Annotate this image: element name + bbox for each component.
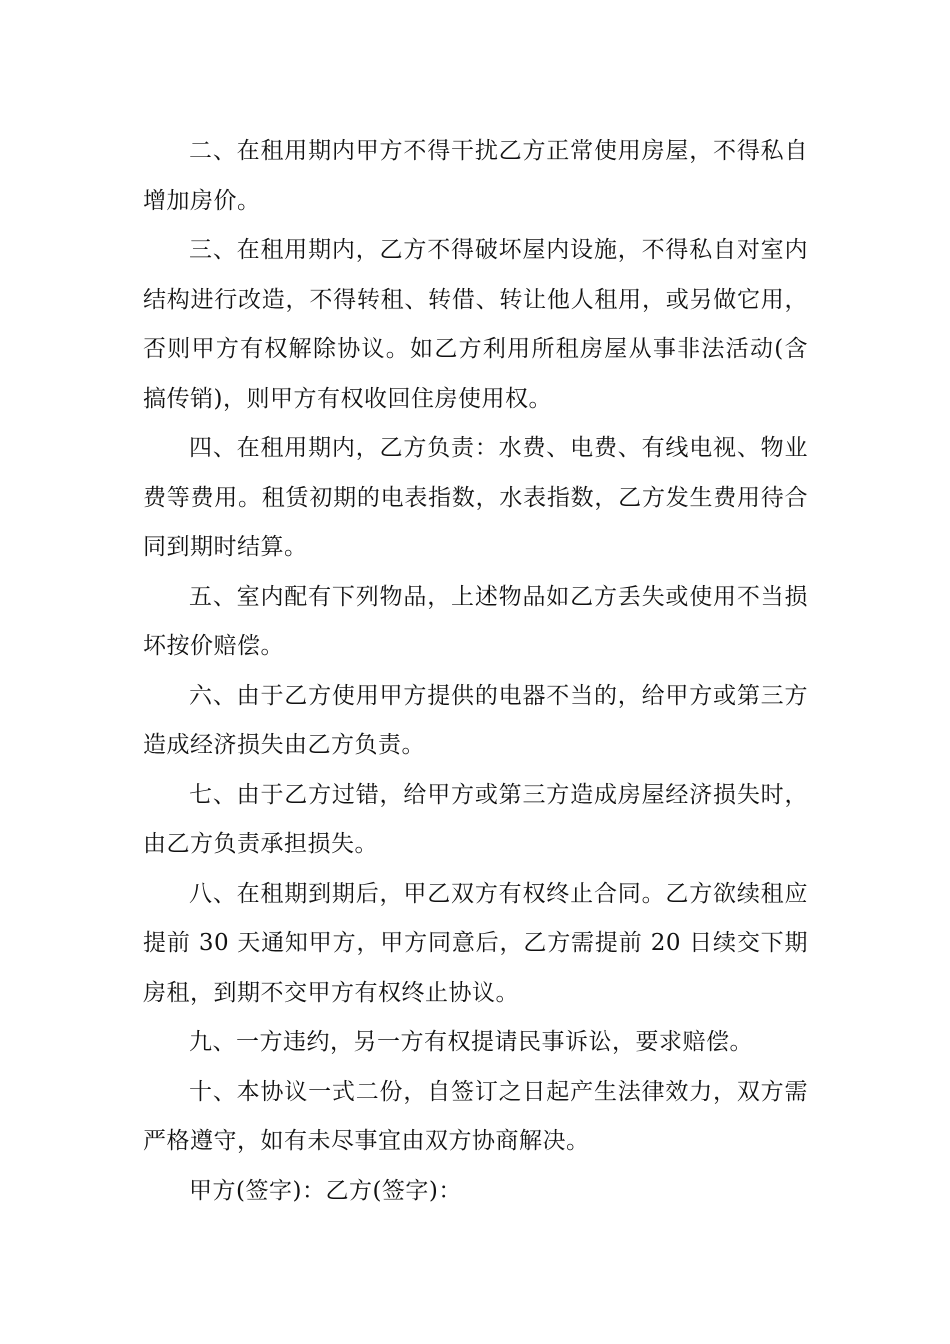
clause-2: 二、在租用期内甲方不得干扰乙方正常使用房屋，不得私自增加房价。 — [143, 138, 808, 214]
clause-10: 十、本协议一式二份，自签订之日起产生法律效力，双方需严格遵守，如有未尽事宜由双方协商解决。 — [143, 1078, 808, 1154]
clause-7: 七、由于乙方过错，给甲方或第三方造成房屋经济损失时，由乙方负责承担损失。 — [143, 781, 808, 857]
clause-5: 五、室内配有下列物品，上述物品如乙方丢失或使用不当损坏按价赔偿。 — [143, 583, 808, 659]
signature-line: 甲方(签字)：乙方(签字)： — [189, 1177, 462, 1204]
clause-4: 四、在租用期内，乙方负责：水费、电费、有线电视、物业费等费用。租赁初期的电表指数，水表指数，乙方发生费用待合同到期时结算。 — [143, 435, 808, 560]
document-page — [143, 127, 808, 1216]
clause-6: 六、由于乙方使用甲方提供的电器不当的，给甲方或第三方造成经济损失由乙方负责。 — [143, 682, 808, 758]
clause-9: 九、一方违约，另一方有权提请民事诉讼，要求赔偿。 — [189, 1029, 753, 1055]
clause-3: 三、在租用期内，乙方不得破坏屋内设施，不得私自对室内结构进行改造，不得转租、转借、转让他人租用，或另做它用，否则甲方有权解除协议。如乙方利用所租房屋从事非法活动(含搞传销)，则甲方有权收回住房使用权。 — [143, 237, 808, 412]
clause-8: 八、在租期到期后，甲乙双方有权终止合同。乙方欲续租应提前 30 天通知甲方，甲方同意后，乙方需提前 20 日续交下期房租，到期不交甲方有权终止协议。 — [143, 880, 808, 1006]
